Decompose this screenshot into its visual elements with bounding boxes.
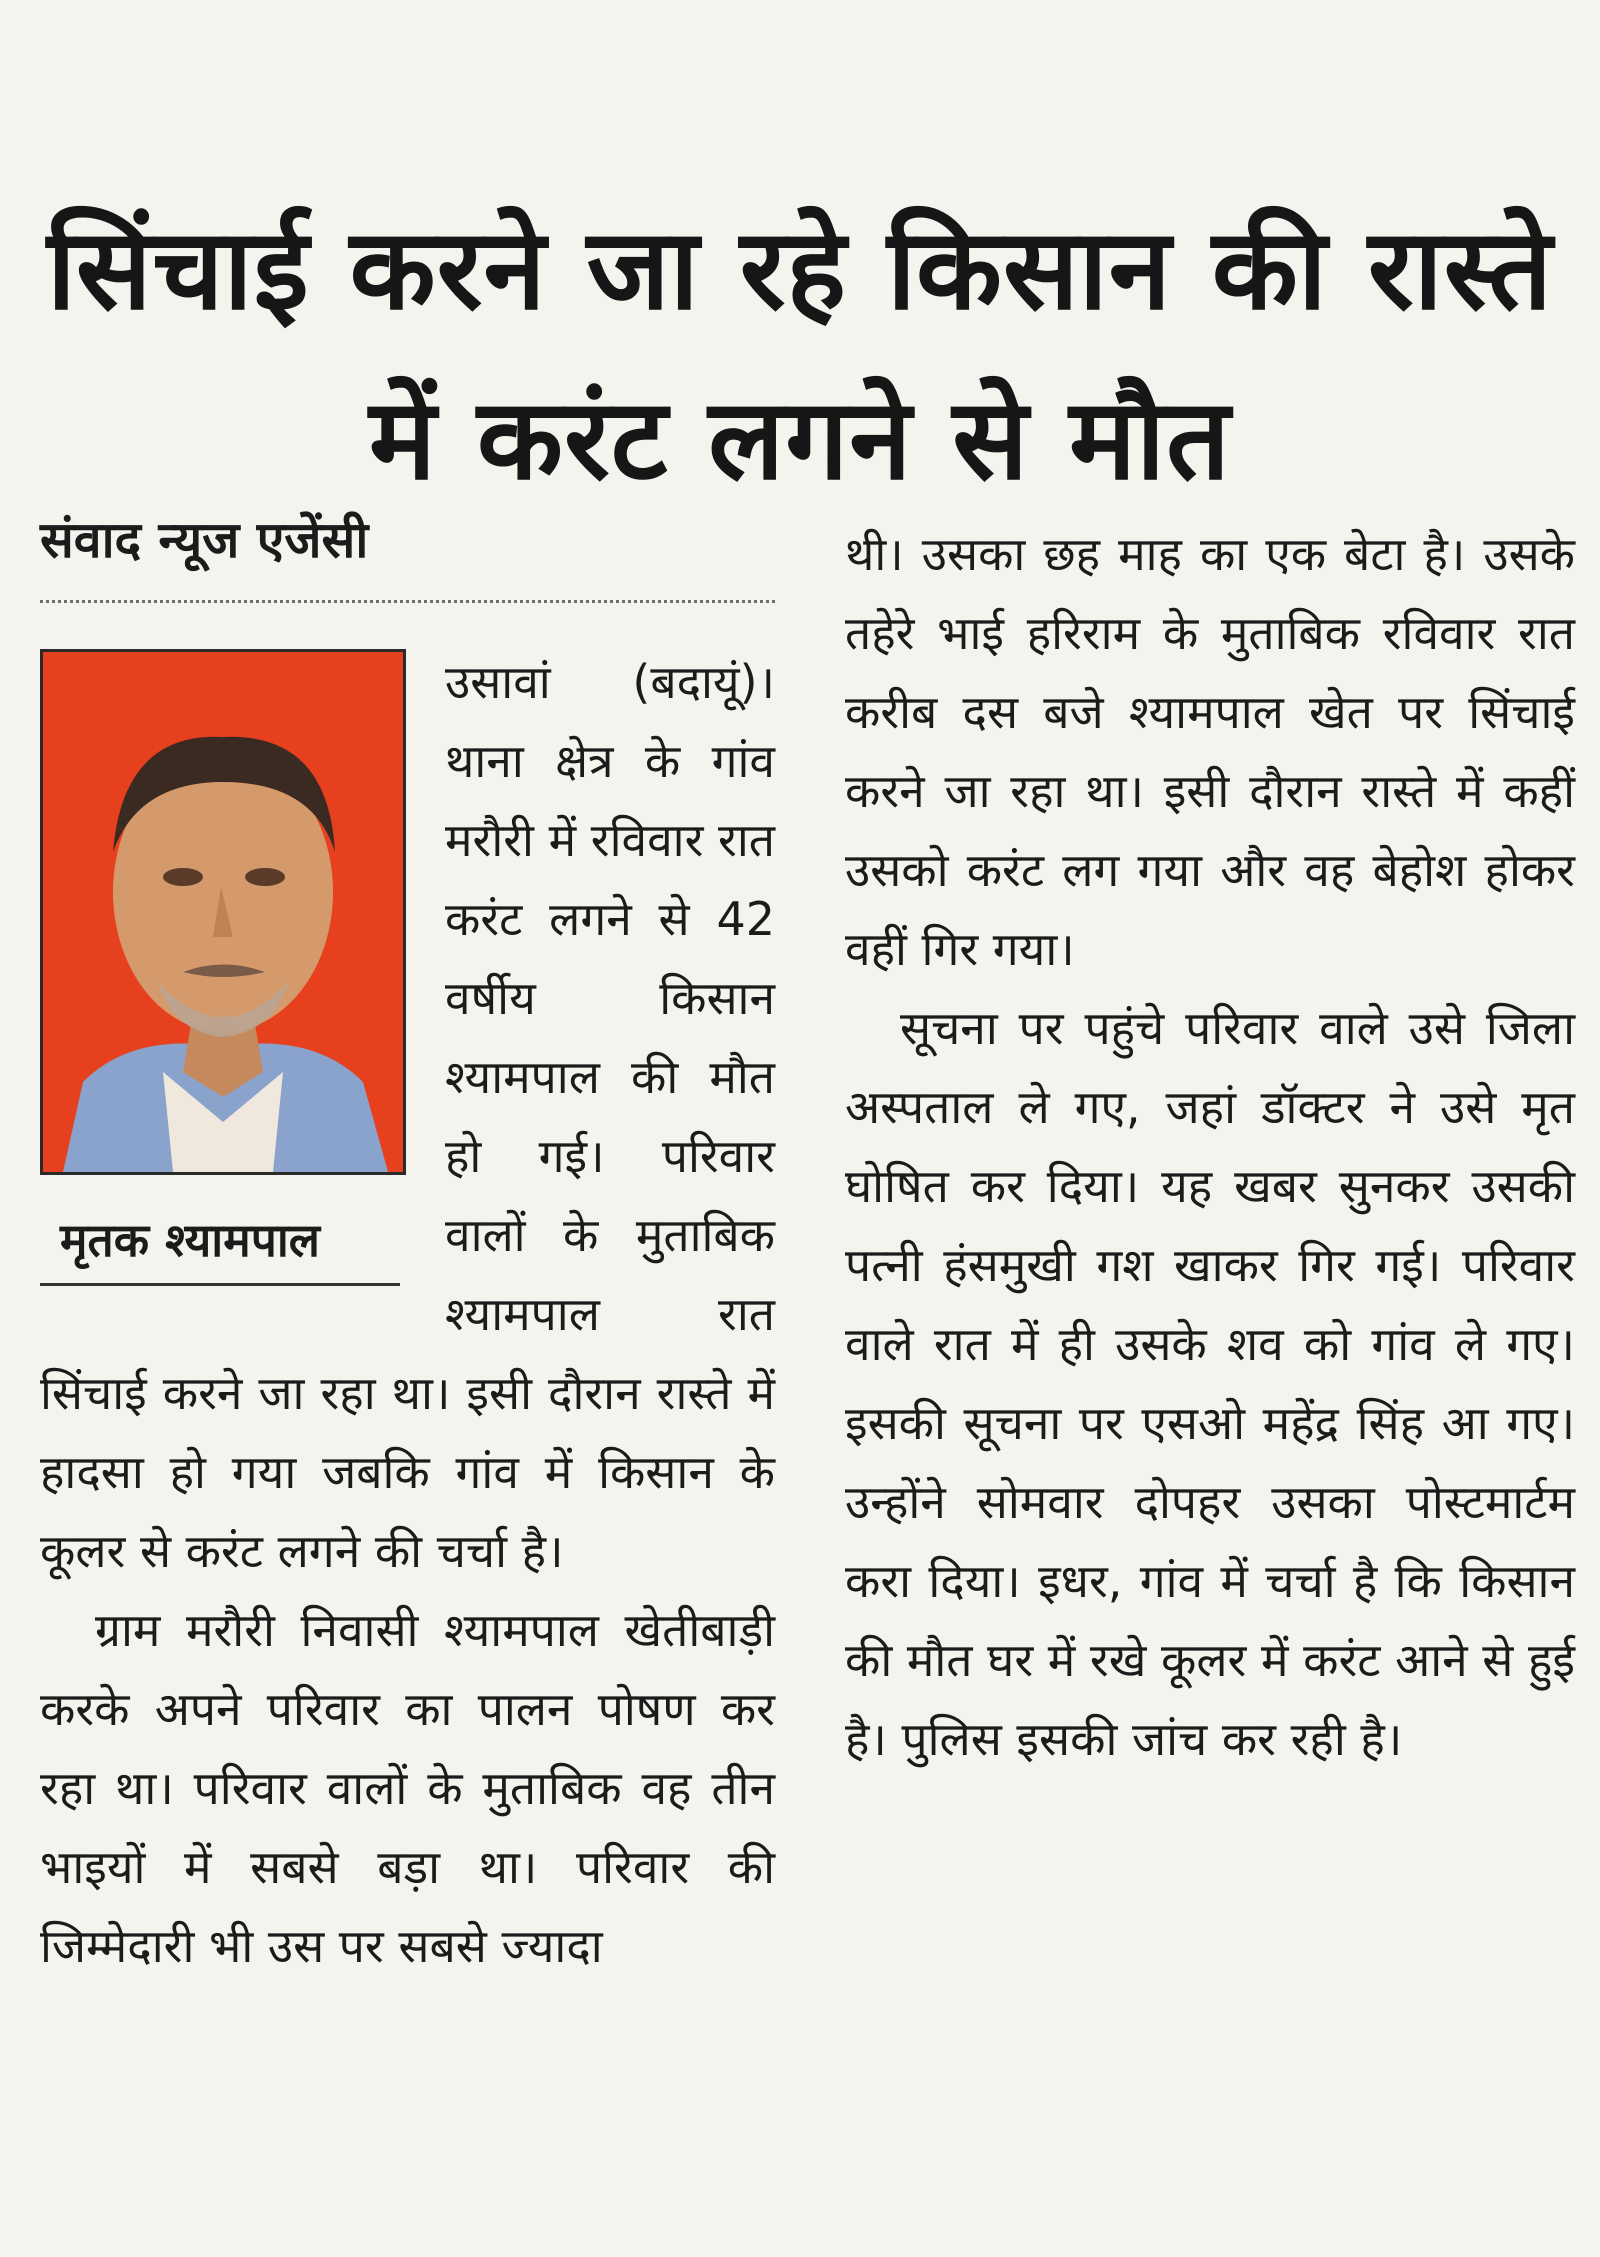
- left-paragraph-1: उसावां (बदायूं)। थाना क्षेत्र के गांव मरौरी में रविवार रात करंट लगने से 42 वर्षीय किसान श्यामपाल की मौत हो गई। परिवार वालों के मुताबिक श्यामपाल रात सिंचाई करने जा रहा था। इसी दौरान रास्ते में हादसा हो गया जबकि गांव में किसान के कूलर से करंट लगने की चर्चा है।: [40, 655, 775, 1578]
- byline: संवाद न्यूज एजेंसी: [40, 500, 775, 603]
- right-paragraph-2: सूचना पर पहुंचे परिवार वाले उसे जिला अस्पताल ले गए, जहां डॉक्टर ने उसे मृत घोषित कर दिया। यह खबर सुनकर उसकी पत्नी हंसमुखी गश खाकर गिर गई। परिवार वाले रात में ही उसके शव को गांव ले गए। इसकी सूचना पर एसओ महेंद्र सिंह आ गए। उन्होंने सोमवार दोपहर उसका पोस्टमार्टम करा दिया। इधर, गांव में चर्चा है कि किसान की मौत घर में रखे कूलर में करंट आने से हुई है। पुलिस इसकी जांच कर रही है।: [845, 1001, 1575, 1766]
- photo-figure: [40, 649, 410, 1286]
- photo-caption: मृतक श्यामपाल: [40, 1205, 400, 1286]
- left-paragraph-2: ग्राम मरौरी निवासी श्यामपाल खेतीबाड़ी करके अपने परिवार का पालन पोषण कर रहा था। परिवार वालों के मुताबिक वह तीन भाइयों में सबसे बड़ा था। परिवार की जिम्मेदारी भी उस पर सबसे ज्यादा: [40, 1603, 775, 1973]
- right-paragraph-1: थी। उसका छह माह का एक बेटा है। उसके तहेरे भाई हरिराम के मुताबिक रविवार रात करीब दस बजे श्यामपाल खेत पर सिंचाई करने जा रहा था। इसी दौरान रास्ते में कहीं उसको करंट लग गया और वह बेहोश होकर वहीं गिर गया।: [845, 527, 1575, 976]
- headline: सिंचाई करने जा रहे किसान की रास्ते में करंट लगने से मौत: [46, 205, 1554, 506]
- left-column: [40, 500, 775, 1986]
- right-column: [845, 515, 1575, 1779]
- portrait-illustration: [43, 652, 403, 1172]
- portrait-photo: [40, 649, 406, 1175]
